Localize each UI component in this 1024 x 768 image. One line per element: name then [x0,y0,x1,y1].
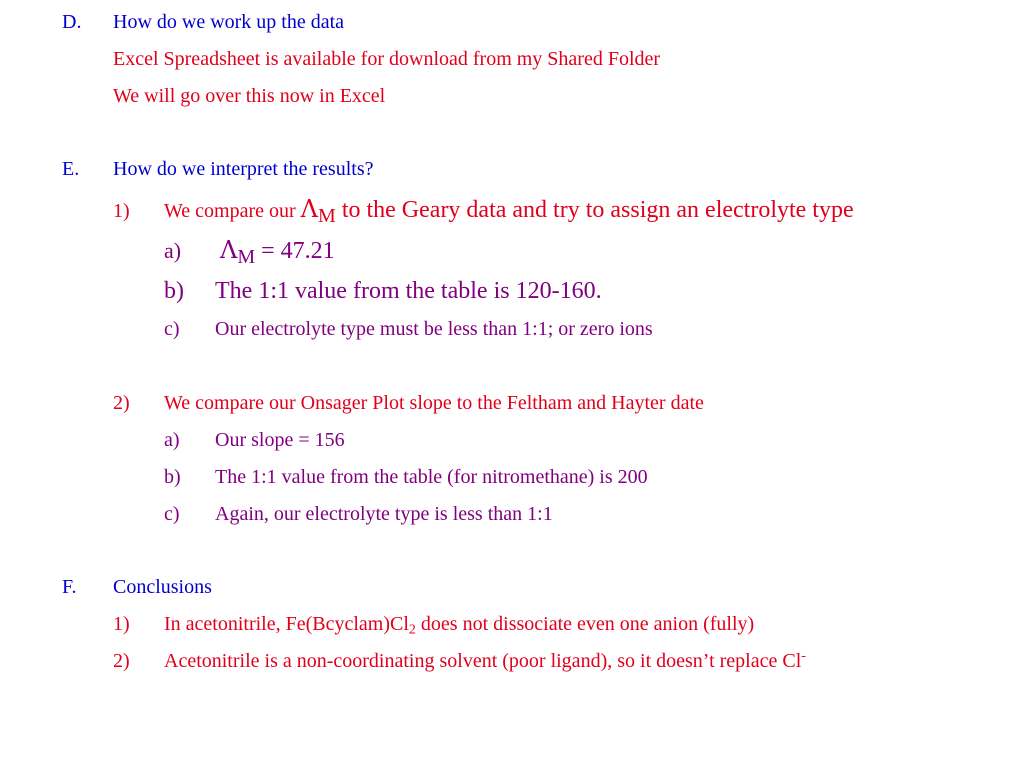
section-d-line-2: We will go over this now in Excel [113,85,386,107]
section-e-item-1-text [164,195,854,227]
lambda-symbol: Λ [300,195,319,223]
section-e-item-2-marker: 2) [113,392,130,414]
lambda-subscript: M [318,205,336,227]
section-e-item-1b-marker: b) [164,278,184,304]
section-e-item-2a-text: Our slope = 156 [215,429,345,451]
section-e-item-1c-text: Our electrolyte type must be less than 1:1; or zero ions [215,318,653,340]
section-e-item-1c-marker: c) [164,318,180,340]
section-e-item-2c-marker: c) [164,503,180,525]
section-e-item-2b-text: The 1:1 value from the table (for nitromethane) is 200 [215,466,648,488]
section-e-heading: How do we interpret the results? [113,158,374,180]
section-e-item-1b-text: The 1:1 value from the table is 120-160. [215,278,602,304]
section-d-heading: How do we work up the data [113,11,345,33]
section-f-item-1-marker: 1) [113,613,130,635]
section-d-marker: D. [62,11,82,33]
chloride-charge-superscript: - [801,648,806,664]
section-e-item-2a-marker: a) [164,429,180,451]
section-f-item-2-text [164,648,806,672]
section-e-item-2-text: We compare our Onsager Plot slope to the Feltham and Hayter date [164,392,704,414]
section-f-item-1-text [164,613,755,638]
section-f-heading: Conclusions [113,576,212,598]
item-1-text-pre: We compare our [164,200,301,222]
section-e-marker: E. [62,158,80,180]
section-e-item-1a-text [220,236,335,268]
chloride-subscript: 2 [408,622,416,638]
item-2-text-pre: Acetonitrile is a non-coordinating solvent (poor ligand), so it doesn’t replace Cl [164,650,802,672]
section-d-line-1: Excel Spreadsheet is available for download from my Shared Folder [113,48,661,70]
item-1-text-post: does not dissociate even one anion (fully) [415,613,755,635]
item-1-text-pre: In acetonitrile, Fe(Bcyclam)Cl [164,613,409,635]
lambda-symbol: Λ [220,236,238,264]
section-e-item-1-marker: 1) [113,200,130,222]
section-e-item-1a-marker: a) [164,238,182,263]
item-1-text-post: to the Geary data and try to assign an electrolyte type [335,197,854,223]
lambda-value: = 47.21 [255,238,335,264]
section-e-item-2c-text: Again, our electrolyte type is less than 1:1 [215,503,553,525]
section-e-item-2b-marker: b) [164,466,181,488]
section-f-item-2-marker: 2) [113,650,130,672]
section-f-marker: F. [62,576,77,598]
lambda-subscript: M [237,246,256,268]
